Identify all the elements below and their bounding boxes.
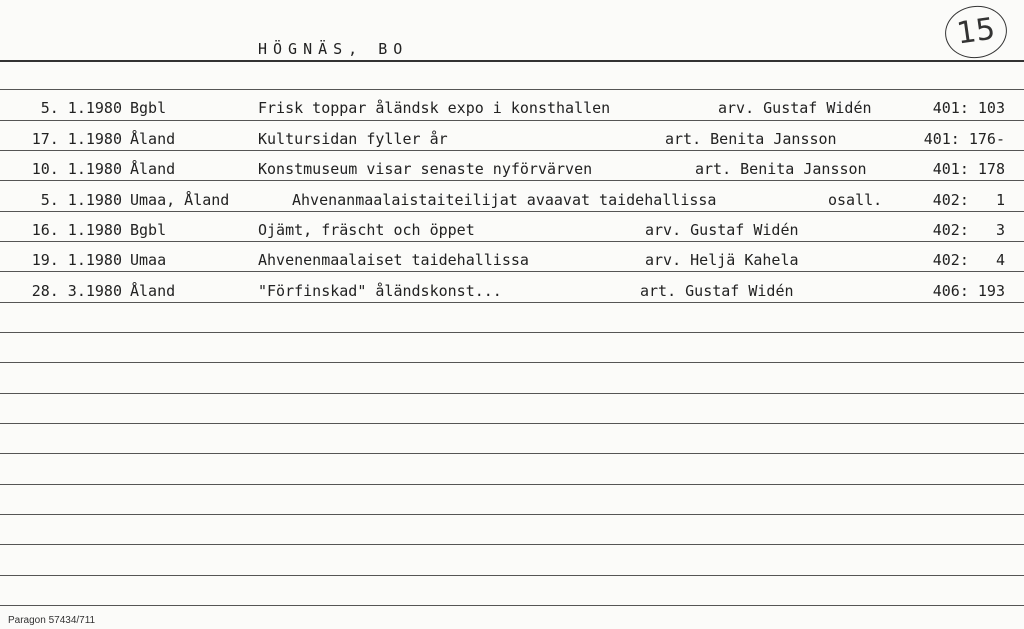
entry-headline: Ojämt, fräscht och öppet: [258, 221, 475, 239]
ruled-line: [0, 362, 1024, 363]
ruled-line: [0, 393, 1024, 394]
ruled-line: [0, 605, 1024, 606]
entry-reference: 401: 178: [932, 160, 1005, 178]
entry-author: art. Benita Jansson: [695, 160, 867, 178]
card-title: HÖGNÄS, BO: [258, 40, 409, 58]
entry-reference: 402: 3: [932, 221, 1005, 239]
entry-author: art. Benita Jansson: [665, 130, 837, 148]
index-entry: [0, 160, 1024, 184]
index-entry: [0, 130, 1024, 154]
header-rule: [0, 60, 1024, 62]
entry-publication: Åland: [130, 282, 176, 300]
entry-author: art. Gustaf Widén: [640, 282, 794, 300]
entry-date: 17. 1.1980: [31, 130, 122, 148]
entry-date: 10. 1.1980: [31, 160, 122, 178]
entry-headline: Frisk toppar åländsk expo i konsthallen: [258, 99, 611, 117]
ruled-line: [0, 332, 1024, 333]
entry-reference: 401: 176-: [923, 130, 1005, 148]
entry-date: 28. 3.1980: [31, 282, 122, 300]
entry-headline: Ahvenenmaalaiset taidehallissa: [258, 251, 529, 269]
entry-headline: Kultursidan fyller år: [258, 130, 448, 148]
entry-author: arv. Gustaf Widén: [645, 221, 799, 239]
entry-date: 5. 1.1980: [40, 191, 122, 209]
ruled-line: [0, 423, 1024, 424]
entry-headline: "Förfinskad" åländskonst...: [258, 282, 502, 300]
entry-date: 16. 1.1980: [31, 221, 122, 239]
entry-author: arv. Heljä Kahela: [645, 251, 799, 269]
ruled-line: [0, 544, 1024, 545]
index-entry: [0, 282, 1024, 306]
page-number-stamp: 15: [942, 2, 1011, 62]
ruled-line: [0, 575, 1024, 576]
index-entry: [0, 99, 1024, 123]
entry-date: 5. 1.1980: [40, 99, 122, 117]
entry-reference: 401: 103: [932, 99, 1005, 117]
entry-publication: Umaa, Åland: [130, 191, 230, 209]
ruled-line: [0, 453, 1024, 454]
entry-headline: Konstmuseum visar senaste nyförvärven: [258, 160, 593, 178]
ruled-line: [0, 89, 1024, 90]
entry-publication: Åland: [130, 130, 176, 148]
entry-publication: Umaa: [130, 251, 167, 269]
entry-reference: 402: 4: [932, 251, 1005, 269]
entry-author: osall.: [828, 191, 883, 209]
index-entry: [0, 191, 1024, 215]
entry-reference: 406: 193: [932, 282, 1005, 300]
ruled-line: [0, 514, 1024, 515]
entry-reference: 402: 1: [932, 191, 1005, 209]
entry-publication: Åland: [130, 160, 176, 178]
entry-publication: Bgbl: [130, 221, 167, 239]
ruled-line: [0, 484, 1024, 485]
card-footer: Paragon 57434/711: [8, 615, 96, 626]
entry-publication: Bgbl: [130, 99, 167, 117]
entry-author: arv. Gustaf Widén: [718, 99, 872, 117]
entry-date: 19. 1.1980: [31, 251, 122, 269]
index-entry: [0, 251, 1024, 275]
entry-headline: Ahvenanmaalaistaiteilijat avaavat taidehallissa: [292, 191, 717, 209]
index-entry: [0, 221, 1024, 245]
